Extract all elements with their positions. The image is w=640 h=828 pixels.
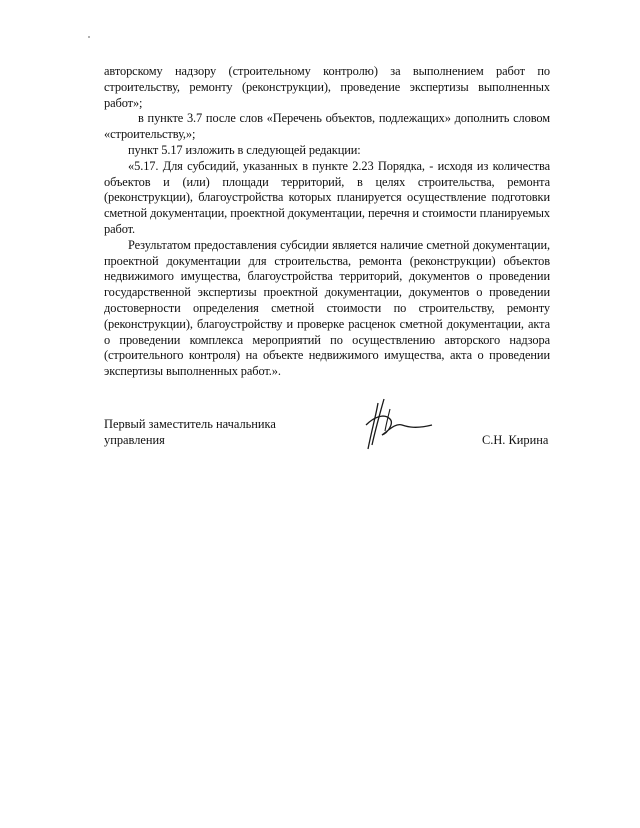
scan-speck: [88, 36, 90, 38]
document-body: [104, 64, 550, 380]
paragraph-continuation: авторскому надзору (строительному контролю) за выполнением работ по строительству, ремонту (реконструкции), проведение экспертизы выполненных работ»;: [104, 64, 550, 110]
paragraph-clause-3-7: в пункте 3.7 после слов «Перечень объектов, подлежащих» дополнить словом «строительству,»;: [104, 111, 550, 142]
paragraph-subsidy-result: Результатом предоставления субсидии является наличие сметной документации, проектной документации для строительства, ремонта (реконструкции) объектов недвижимого имущества, благоустройства территорий, документов о проведении государственной экспертизы проектной документации, документов о проведении достоверности определения сметной стоимости по строительству, ремонту (реконструкции), благоустройству и проверке расценок сметной документации, акта о проведении комплекса мероприятий по осуществлению авторского надзора (строительного контроля) на объекте недвижимого имущества, акта о проведении экспертизы выполненных работ.».: [104, 237, 550, 379]
paragraph-clause-5-17-intro: пункт 5.17 изложить в следующей редакции:: [128, 142, 361, 157]
handwritten-signature: [360, 395, 440, 455]
signatory-title-line-1: Первый заместитель начальника: [104, 417, 276, 431]
signatory-title: [104, 417, 276, 449]
signatory-title-line-2: управления: [104, 432, 165, 447]
signatory-name: С.Н. Кирина: [482, 433, 549, 447]
paragraph-clause-5-17-text: «5.17. Для субсидий, указанных в пункте 2.23 Порядка, - исходя из количества объектов и (или) площади территорий, в целях строительства, ремонта (реконструкции), благоустройства которых планируется осуществление подготовки сметной документации, проектной документации, перечня и стоимости планируемых работ.: [104, 158, 550, 236]
